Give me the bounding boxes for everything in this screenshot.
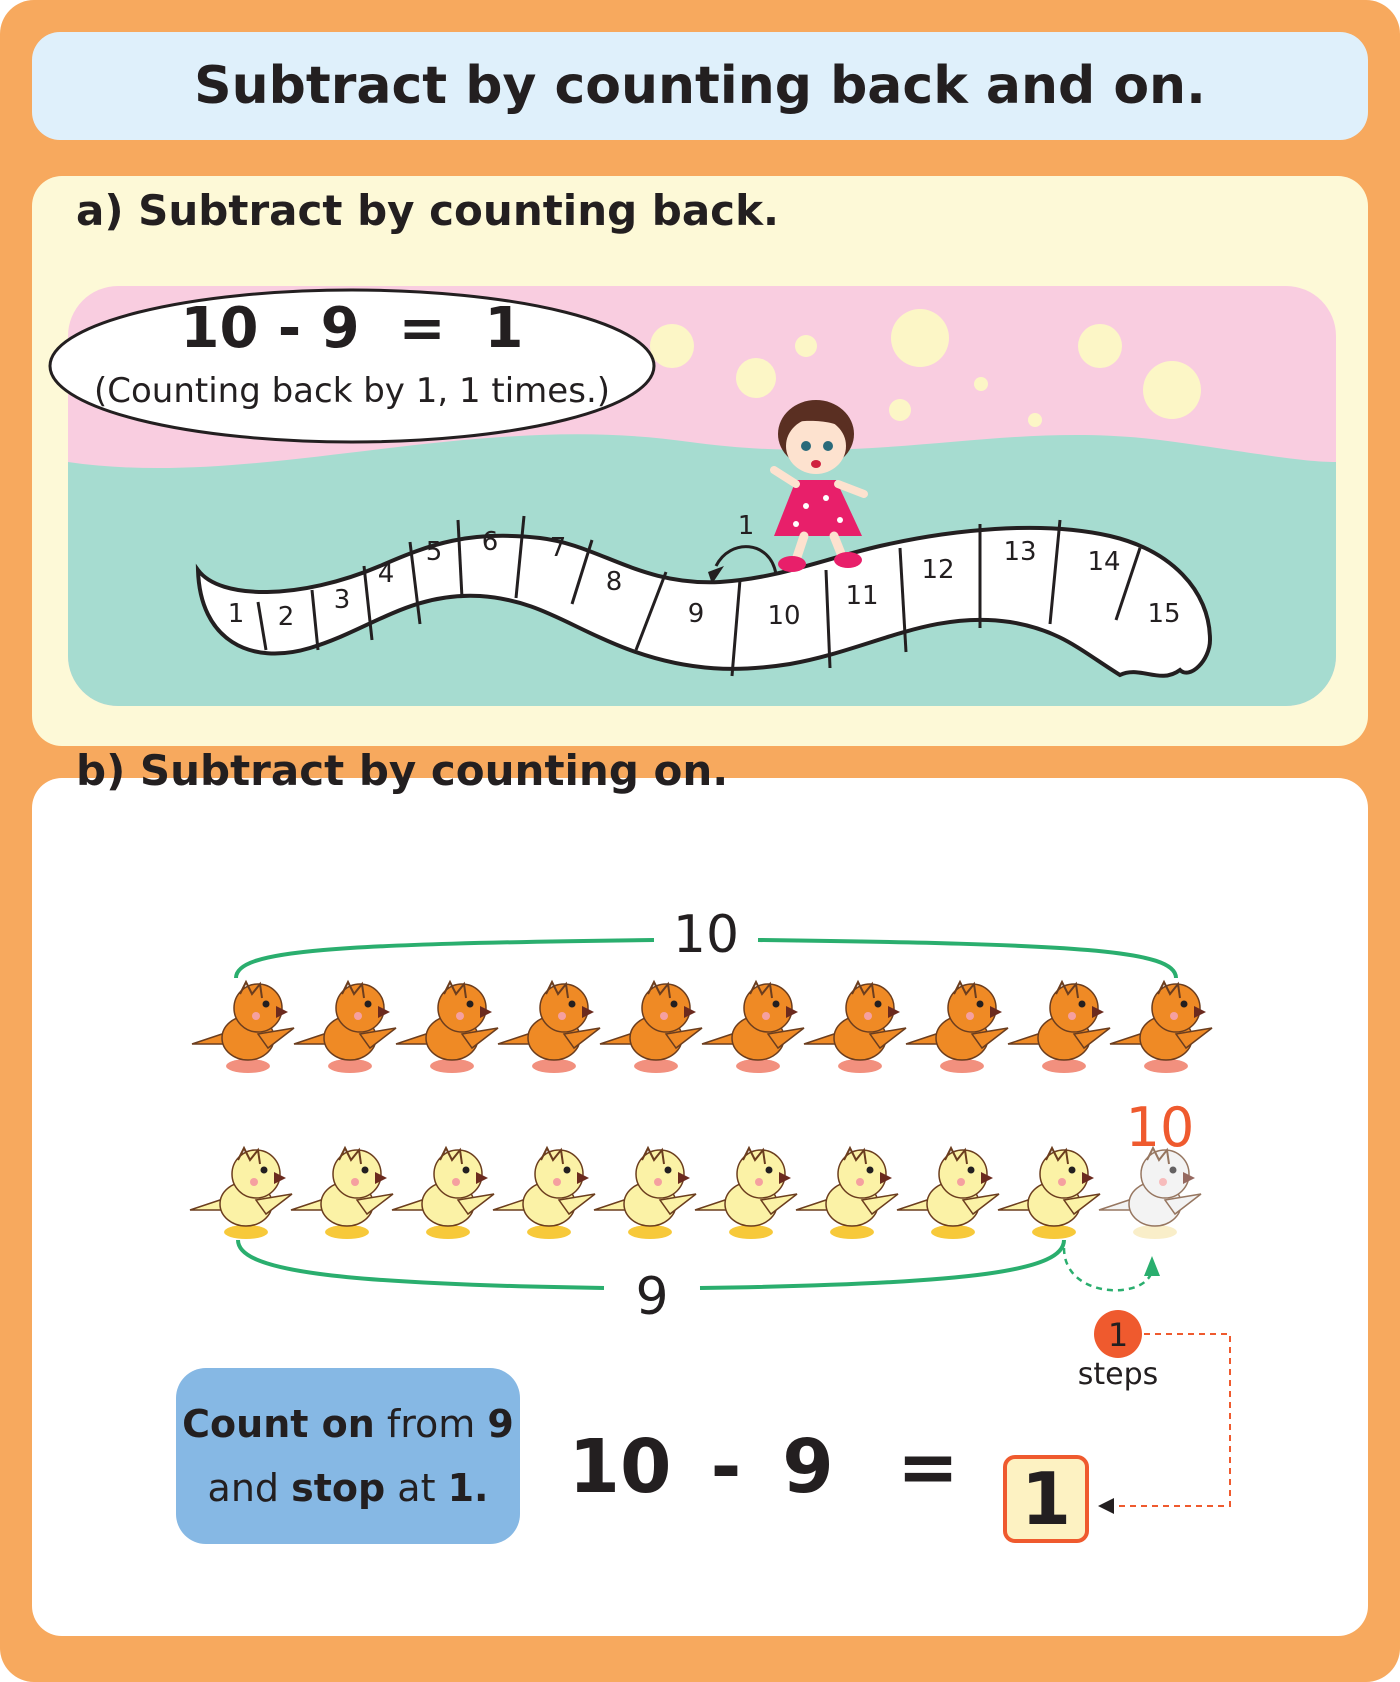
girl-shoe — [834, 552, 862, 568]
bird-eye — [564, 1167, 571, 1174]
bird-feet — [830, 1225, 874, 1239]
bird-cheek — [456, 1012, 464, 1020]
bird-cheek — [966, 1012, 974, 1020]
bird-feet — [1133, 1225, 1177, 1239]
hint-from: from — [374, 1402, 488, 1446]
track-number-3: 3 — [333, 585, 351, 615]
bird-cheek — [558, 1012, 566, 1020]
bird-eye — [362, 1167, 369, 1174]
yellow-bird — [897, 1148, 999, 1239]
section-b-heading: b) Subtract by counting on. — [76, 746, 729, 795]
bird-feet — [224, 1225, 268, 1239]
orange-bird — [294, 982, 396, 1073]
bird-feet — [729, 1225, 773, 1239]
bird-eye — [1079, 1001, 1086, 1008]
bird-eye — [569, 1001, 576, 1008]
bird-cheek — [654, 1178, 662, 1186]
bird-eye — [263, 1001, 270, 1008]
yellow-bird — [796, 1148, 898, 1239]
bird-cheek — [250, 1178, 258, 1186]
track-number-10: 10 — [767, 601, 801, 631]
bird-feet — [325, 1225, 369, 1239]
bird-feet — [634, 1059, 678, 1073]
bird-eye — [867, 1167, 874, 1174]
bubble — [1078, 324, 1122, 368]
section-a-heading: a) Subtract by counting back. — [76, 186, 779, 235]
girl-shoe — [778, 556, 806, 572]
bubble — [974, 377, 988, 391]
orange-bird — [498, 982, 600, 1073]
orange-bird — [396, 982, 498, 1073]
yellow-bird — [594, 1148, 696, 1239]
hint-line-2 — [208, 1456, 489, 1520]
orange-bird — [192, 982, 294, 1073]
steps-label: steps — [1077, 1357, 1159, 1392]
dress-dot — [803, 503, 809, 509]
orange-bird — [906, 982, 1008, 1073]
hint-and: and — [207, 1466, 292, 1510]
bird-feet — [226, 1059, 270, 1073]
track-number-4: 4 — [377, 559, 395, 589]
yellow-bird — [493, 1148, 595, 1239]
hint-at: at — [385, 1466, 448, 1510]
orange-bird-row — [192, 982, 1212, 1073]
track-number-8: 8 — [605, 567, 623, 597]
track-number-2: 2 — [277, 602, 295, 632]
bird-feet — [1032, 1225, 1076, 1239]
dress-dot — [793, 521, 799, 527]
bird-feet — [527, 1225, 571, 1239]
bubble — [1028, 413, 1042, 427]
hint-line-1 — [182, 1392, 514, 1456]
bird-eye — [968, 1167, 975, 1174]
ghost-bird-label: 10 — [1125, 1096, 1195, 1159]
ghost-bird — [1099, 1148, 1201, 1239]
bird-cheek — [1170, 1012, 1178, 1020]
bird-eye — [875, 1001, 882, 1008]
steps-number: 1 — [1107, 1316, 1129, 1354]
girl-mouth — [811, 460, 821, 468]
bird-eye — [773, 1001, 780, 1008]
bird-eye — [1181, 1001, 1188, 1008]
bird-eye — [671, 1001, 678, 1008]
bubble — [891, 309, 949, 367]
bird-feet — [430, 1059, 474, 1073]
equation-minus: - — [710, 1424, 742, 1510]
bubble-equation: 10 - 9 = 1 — [180, 296, 524, 361]
bubble — [1143, 361, 1201, 419]
jump-label: 1 — [737, 511, 755, 541]
bird-feet — [838, 1059, 882, 1073]
bird-cheek — [351, 1178, 359, 1186]
bird-eye — [365, 1001, 372, 1008]
bird-feet — [1144, 1059, 1188, 1073]
bird-feet — [532, 1059, 576, 1073]
bird-feet — [628, 1225, 672, 1239]
dress-dot — [823, 495, 829, 501]
count-on-hint — [176, 1368, 520, 1544]
bird-cheek — [755, 1178, 763, 1186]
hint-stop: stop — [291, 1466, 386, 1510]
orange-bird — [702, 982, 804, 1073]
page-title: Subtract by counting back and on. — [194, 56, 1206, 116]
bird-cheek — [856, 1178, 864, 1186]
bird-cheek — [354, 1012, 362, 1020]
track-number-6: 6 — [481, 527, 499, 557]
bird-eye — [1170, 1167, 1177, 1174]
yellow-bird — [392, 1148, 494, 1239]
step-arrowhead — [1144, 1256, 1160, 1276]
orange-bird — [600, 982, 702, 1073]
equation-subtrahend: 9 — [782, 1424, 834, 1510]
track-number-13: 13 — [1003, 537, 1037, 567]
bird-eye — [467, 1001, 474, 1008]
bird-cheek — [1159, 1178, 1167, 1186]
track-number-11: 11 — [845, 581, 879, 611]
bird-feet — [426, 1225, 470, 1239]
bird-cheek — [762, 1012, 770, 1020]
bubble — [889, 399, 911, 421]
yellow-bird — [695, 1148, 797, 1239]
bird-cheek — [1068, 1012, 1076, 1020]
answer-box: 1 — [1003, 1455, 1089, 1543]
step-arrow — [1064, 1248, 1152, 1290]
hint-count-on: Count on — [182, 1402, 375, 1446]
dress-dot — [837, 517, 843, 523]
bird-cheek — [864, 1012, 872, 1020]
girl-eye — [823, 441, 833, 451]
bird-eye — [1069, 1167, 1076, 1174]
track-number-9: 9 — [687, 599, 705, 629]
equation-equals: = — [896, 1424, 960, 1510]
girl-eye — [801, 441, 811, 451]
bird-feet — [931, 1225, 975, 1239]
track-number-14: 14 — [1087, 547, 1121, 577]
track-number-5: 5 — [425, 537, 443, 567]
orange-bird — [804, 982, 906, 1073]
bubble — [736, 358, 776, 398]
track-number-1: 1 — [227, 599, 245, 629]
orange-bird — [1110, 982, 1212, 1073]
hint-start-number: 9 — [487, 1402, 514, 1446]
bird-cheek — [553, 1178, 561, 1186]
bird-cheek — [1058, 1178, 1066, 1186]
bird-eye — [261, 1167, 268, 1174]
bird-feet — [328, 1059, 372, 1073]
yellow-bird — [998, 1148, 1100, 1239]
bird-cheek — [252, 1012, 260, 1020]
bird-eye — [463, 1167, 470, 1174]
bird-feet — [736, 1059, 780, 1073]
bird-feet — [1042, 1059, 1086, 1073]
top-group-label: 10 — [672, 905, 740, 965]
track-number-12: 12 — [921, 555, 955, 585]
bird-feet — [940, 1059, 984, 1073]
bird-cheek — [957, 1178, 965, 1186]
bubble-note: (Counting back by 1, 1 times.) — [93, 371, 611, 411]
yellow-bird-row — [190, 1148, 1201, 1239]
yellow-bird — [190, 1148, 292, 1239]
bubble — [795, 335, 817, 357]
answer-connector-arrowhead — [1098, 1498, 1114, 1514]
bird-eye — [977, 1001, 984, 1008]
bubble — [650, 324, 694, 368]
bird-eye — [665, 1167, 672, 1174]
bird-cheek — [660, 1012, 668, 1020]
track-number-15: 15 — [1147, 599, 1181, 629]
track-number-7: 7 — [549, 533, 567, 563]
hint-stop-number: 1. — [447, 1466, 489, 1510]
orange-bird — [1008, 982, 1110, 1073]
bird-eye — [766, 1167, 773, 1174]
equation-minuend: 10 — [568, 1424, 672, 1510]
bottom-group-label: 9 — [635, 1267, 669, 1327]
bird-cheek — [452, 1178, 460, 1186]
yellow-bird — [291, 1148, 393, 1239]
